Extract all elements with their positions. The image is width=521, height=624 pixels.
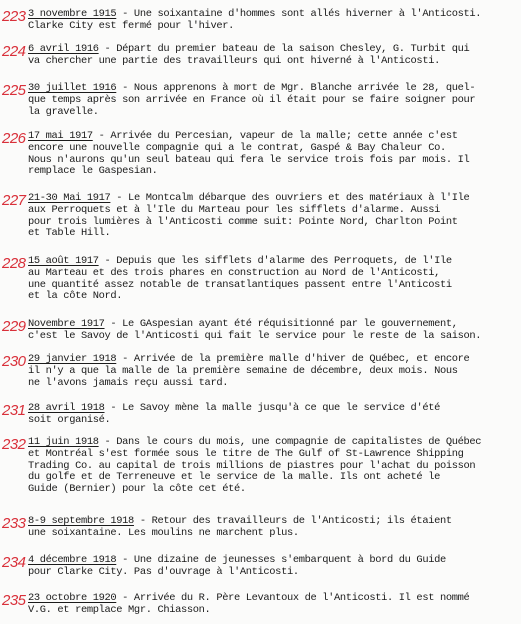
entry-line: Novembre 1917 - Le GAspesian ayant été réquisitionné par le gouvernement,: [28, 318, 458, 330]
entry-date: 6 avril 1916: [28, 43, 99, 55]
entry-line: pour Clarke City. Pas d'ouvrage à l'Anticosti.: [28, 565, 299, 578]
entry-text: [28, 437, 521, 496]
entry-line: la gravelle.: [28, 105, 99, 118]
entry-date: 11 juin 1918: [28, 436, 99, 448]
entry-number: 223: [2, 8, 26, 25]
entry-line: que temps après son arrivée en France où il était pour se faire soigner pour: [28, 93, 476, 106]
entry-text: [28, 9, 521, 33]
entry-date: 29 janvier 1918: [28, 353, 117, 365]
entry-text: [28, 555, 521, 579]
entry-date: Novembre 1917: [28, 318, 105, 330]
entry-line: remplace le Gaspesian.: [28, 165, 158, 178]
entry-line: 29 janvier 1918 - Arrivée de la première malle d'hiver de Québec, et encore: [28, 353, 470, 365]
entry-line: Trading Co. au capital de trois millions de piastres pour l'achat du poisson: [28, 459, 476, 472]
entry-text: [28, 131, 521, 178]
entry-line: et la côte Nord.: [28, 290, 123, 303]
entry-line: 8-9 septembre 1918 - Retour des travailleurs de l'Anticosti; ils étaient: [28, 515, 452, 527]
entry-line: Guide (Bernier) pour la côte cet été.: [28, 483, 246, 496]
entry-line: soit organisé.: [28, 413, 111, 426]
entry-line: une quantité assez notable de transatlantiques passent entre l'Anticosti: [28, 278, 452, 291]
entry-line: Clarke City est fermé pour l'hiver.: [28, 19, 234, 32]
entry-line: 28 avril 1918 - Le Savoy mène la malle jusqu'à ce que le service d'été: [28, 402, 440, 414]
entry-number: 235: [2, 592, 26, 609]
entry-line: du golfe et de Terreneuve et le service de la malle. Ils ont acheté le: [28, 471, 440, 484]
entry-line: 4 décembre 1918 - Une dizaine de jeunesses s'embarquent à bord du Guide: [28, 554, 446, 566]
entry-line: V.G. et remplace Mgr. Chiasson.: [28, 603, 211, 616]
entry-text: [28, 319, 521, 343]
entry-line: pour trois lumières à l'Anticosti comme suit: Pointe Nord, Charlton Point: [28, 215, 458, 228]
entry-date: 8-9 septembre 1918: [28, 515, 134, 527]
entry-number: 230: [2, 353, 26, 370]
entry-date: 23 octobre 1920: [28, 592, 117, 604]
entry-line: il n'y a que la malle de la première semaine de décembre, deux mois. Nous: [28, 364, 458, 377]
entry-text: [28, 354, 521, 389]
entry-line: au Marteau et des trois phares en construction au Nord de l'Anticosti,: [28, 266, 440, 279]
entry-number: 226: [2, 130, 26, 147]
entry-line: 11 juin 1918 - Dans le cours du mois, une compagnie de capitalistes de Québec: [28, 436, 482, 448]
entry-text: [28, 193, 521, 240]
entry-number: 232: [2, 436, 26, 453]
entry-line: 17 mai 1917 - Arrivée du Percesian, vapeur de la malle; cette année c'est: [28, 130, 458, 142]
entry-date: 3 novembre 1915: [28, 8, 117, 20]
entry-line: 3 novembre 1915 - Une soixantaine d'hommes sont allés hiverner à l'Anticosti.: [28, 8, 482, 20]
entry-text: [28, 593, 521, 617]
entry-date: 28 avril 1918: [28, 402, 105, 414]
entry-number: 227: [2, 192, 26, 209]
entry-number: 233: [2, 515, 26, 532]
entry-line: 6 avril 1916 - Départ du premier bateau de la saison Chesley, G. Turbit qui: [28, 43, 470, 55]
entry-number: 231: [2, 402, 26, 419]
entry-line: et Montréal s'est formée sous le titre de The Gulf of St-Lawrence Shipping: [28, 447, 464, 460]
entry-date: 30 juillet 1916: [28, 82, 117, 94]
entry-number: 234: [2, 554, 26, 571]
entry-text: [28, 403, 521, 427]
entry-line: 23 octobre 1920 - Arrivée du R. Père Levantoux de l'Anticosti. Il est nommé: [28, 592, 470, 604]
entry-line: ne l'avons jamais reçu aussi tard.: [28, 376, 229, 389]
entry-number: 229: [2, 318, 26, 335]
entry-text: [28, 256, 521, 303]
entry-line: une soixantaine. Les moulins ne marchent plus.: [28, 526, 299, 539]
entry-date: 21-30 Mai 1917: [28, 192, 111, 204]
entry-line: et Table Hill.: [28, 227, 111, 240]
entry-line: encore une nouvelle compagnie qui a le contrat, Gaspé & Bay Chaleur Co.: [28, 141, 446, 154]
entry-line: Nous n'aurons qu'un seul bateau qui fera le service trois fois par mois. Il: [28, 153, 470, 166]
entry-line: aux Perroquets et à l'Ile du Marteau pour les sifflets d'alarme. Aussi: [28, 203, 440, 216]
entry-line: 30 juillet 1916 - Nous apprenons à mort de Mgr. Blanche arrivée le 28, quel-: [28, 82, 476, 94]
entry-line: 15 août 1917 - Depuis que les sifflets d'alarme des Perroquets, de l'Ile: [28, 255, 452, 267]
entry-line: va chercher une partie des travailleurs qui ont hiverné à l'Anticosti.: [28, 54, 440, 67]
entry-text: [28, 83, 521, 118]
entry-date: 15 août 1917: [28, 255, 99, 267]
entry-text: [28, 516, 521, 540]
entry-number: 228: [2, 255, 26, 272]
entry-number: 224: [2, 43, 26, 60]
entry-date: 4 décembre 1918: [28, 554, 117, 566]
entry-line: 21-30 Mai 1917 - Le Montcalm débarque des ouvriers et des matériaux à l'Ile: [28, 192, 470, 204]
entry-date: 17 mai 1917: [28, 130, 93, 142]
entry-line: c'est le Savoy de l'Anticosti qui fait le service pour le reste de la saison.: [28, 329, 482, 342]
entry-text: [28, 44, 521, 68]
entry-number: 225: [2, 82, 26, 99]
